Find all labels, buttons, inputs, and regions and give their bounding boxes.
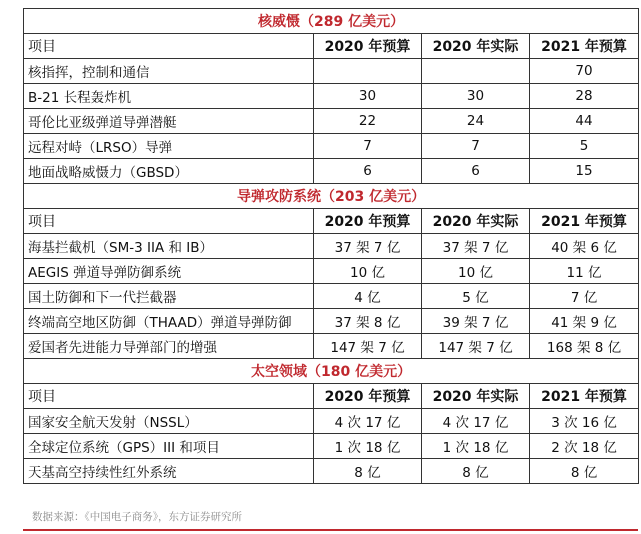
cell-col-2021-budget: 168 架 8 亿 xyxy=(530,334,639,359)
cell-col-2021-budget: 44 xyxy=(530,109,639,134)
table-row xyxy=(24,59,639,84)
bottom-rule xyxy=(23,529,638,531)
source-note: 数据来源：《中国电子商务》，东方证券研究所 xyxy=(32,511,242,523)
cell-col-2020-actual: 39 架 7 亿 xyxy=(422,309,530,334)
cell-col-2020-actual: 6 xyxy=(422,159,530,184)
cell-col-2021-budget: 7 亿 xyxy=(530,284,639,309)
budget-table xyxy=(23,8,639,484)
header-row xyxy=(24,34,639,59)
section-title: 导弹攻防系统（203 亿美元） xyxy=(24,184,639,209)
cell-col-2020-budget xyxy=(314,59,422,84)
cell-col-2021-budget: 3 次 16 亿 xyxy=(530,409,639,434)
cell-col-2020-budget: 37 架 7 亿 xyxy=(314,234,422,259)
cell-col-item: 远程对峙（LRSO）导弹 xyxy=(24,134,314,159)
cell-col-2021-budget: 40 架 6 亿 xyxy=(530,234,639,259)
cell-col-2021-budget: 8 亿 xyxy=(530,459,639,484)
header-col-2021-budget: 2021 年预算 xyxy=(530,34,639,59)
section-title: 太空领域（180 亿美元） xyxy=(24,359,639,384)
cell-col-2021-budget: 28 xyxy=(530,84,639,109)
cell-col-2020-actual xyxy=(422,59,530,84)
header-col-2020-actual: 2020 年实际 xyxy=(422,384,530,409)
section-title-row xyxy=(24,359,639,384)
cell-col-2020-actual: 4 次 17 亿 xyxy=(422,409,530,434)
table-row xyxy=(24,159,639,184)
header-col-item: 项目 xyxy=(24,34,314,59)
cell-col-2020-budget: 30 xyxy=(314,84,422,109)
cell-col-2020-actual: 24 xyxy=(422,109,530,134)
cell-col-item: 哥伦比亚级弹道导弹潜艇 xyxy=(24,109,314,134)
table-row xyxy=(24,459,639,484)
cell-col-2020-actual: 8 亿 xyxy=(422,459,530,484)
cell-col-2021-budget: 11 亿 xyxy=(530,259,639,284)
cell-col-item: 爱国者先进能力导弹部门的增强 xyxy=(24,334,314,359)
header-col-2020-budget: 2020 年预算 xyxy=(314,209,422,234)
cell-col-2020-actual: 7 xyxy=(422,134,530,159)
cell-col-2020-budget: 10 亿 xyxy=(314,259,422,284)
cell-col-item: 终端高空地区防御（THAAD）弹道导弹防御 xyxy=(24,309,314,334)
header-col-2021-budget: 2021 年预算 xyxy=(530,209,639,234)
cell-col-2020-budget: 4 亿 xyxy=(314,284,422,309)
cell-col-2020-actual: 37 架 7 亿 xyxy=(422,234,530,259)
header-row xyxy=(24,209,639,234)
header-row xyxy=(24,384,639,409)
table-row xyxy=(24,409,639,434)
header-col-2020-actual: 2020 年实际 xyxy=(422,34,530,59)
table-row xyxy=(24,434,639,459)
cell-col-2020-actual: 5 亿 xyxy=(422,284,530,309)
table-row xyxy=(24,134,639,159)
cell-col-2020-actual: 10 亿 xyxy=(422,259,530,284)
cell-col-2021-budget: 5 xyxy=(530,134,639,159)
table-row xyxy=(24,309,639,334)
cell-col-2020-actual: 1 次 18 亿 xyxy=(422,434,530,459)
header-col-2020-budget: 2020 年预算 xyxy=(314,384,422,409)
table-row xyxy=(24,259,639,284)
header-col-2020-budget: 2020 年预算 xyxy=(314,34,422,59)
cell-col-2020-budget: 8 亿 xyxy=(314,459,422,484)
cell-col-item: 海基拦截机（SM-3 IIA 和 IB） xyxy=(24,234,314,259)
cell-col-2021-budget: 2 次 18 亿 xyxy=(530,434,639,459)
header-col-2020-actual: 2020 年实际 xyxy=(422,209,530,234)
cell-col-item: 天基高空持续性红外系统 xyxy=(24,459,314,484)
cell-col-2021-budget: 41 架 9 亿 xyxy=(530,309,639,334)
cell-col-2020-actual: 30 xyxy=(422,84,530,109)
section-title: 核威慑（289 亿美元） xyxy=(24,9,639,34)
budget-table-body xyxy=(24,9,639,484)
cell-col-item: 核指挥，控制和通信 xyxy=(24,59,314,84)
header-col-item: 项目 xyxy=(24,209,314,234)
cell-col-2021-budget: 70 xyxy=(530,59,639,84)
cell-col-2020-budget: 147 架 7 亿 xyxy=(314,334,422,359)
cell-col-2020-budget: 37 架 8 亿 xyxy=(314,309,422,334)
cell-col-item: 地面战略威慑力（GBSD） xyxy=(24,159,314,184)
cell-col-2020-budget: 22 xyxy=(314,109,422,134)
header-col-2021-budget: 2021 年预算 xyxy=(530,384,639,409)
section-title-row xyxy=(24,184,639,209)
cell-col-2020-budget: 1 次 18 亿 xyxy=(314,434,422,459)
cell-col-2020-actual: 147 架 7 亿 xyxy=(422,334,530,359)
table-row xyxy=(24,234,639,259)
cell-col-2020-budget: 7 xyxy=(314,134,422,159)
cell-col-item: 国家安全航天发射（NSSL） xyxy=(24,409,314,434)
cell-col-item: B-21 长程轰炸机 xyxy=(24,84,314,109)
section-title-row xyxy=(24,9,639,34)
header-col-item: 项目 xyxy=(24,384,314,409)
cell-col-2020-budget: 4 次 17 亿 xyxy=(314,409,422,434)
cell-col-item: 全球定位系统（GPS）III 和项目 xyxy=(24,434,314,459)
table-row xyxy=(24,109,639,134)
cell-col-item: AEGIS 弹道导弹防御系统 xyxy=(24,259,314,284)
cell-col-2021-budget: 15 xyxy=(530,159,639,184)
table-row xyxy=(24,84,639,109)
cell-col-2020-budget: 6 xyxy=(314,159,422,184)
budget-table-container xyxy=(23,8,638,484)
table-row xyxy=(24,284,639,309)
cell-col-item: 国土防御和下一代拦截器 xyxy=(24,284,314,309)
table-row xyxy=(24,334,639,359)
